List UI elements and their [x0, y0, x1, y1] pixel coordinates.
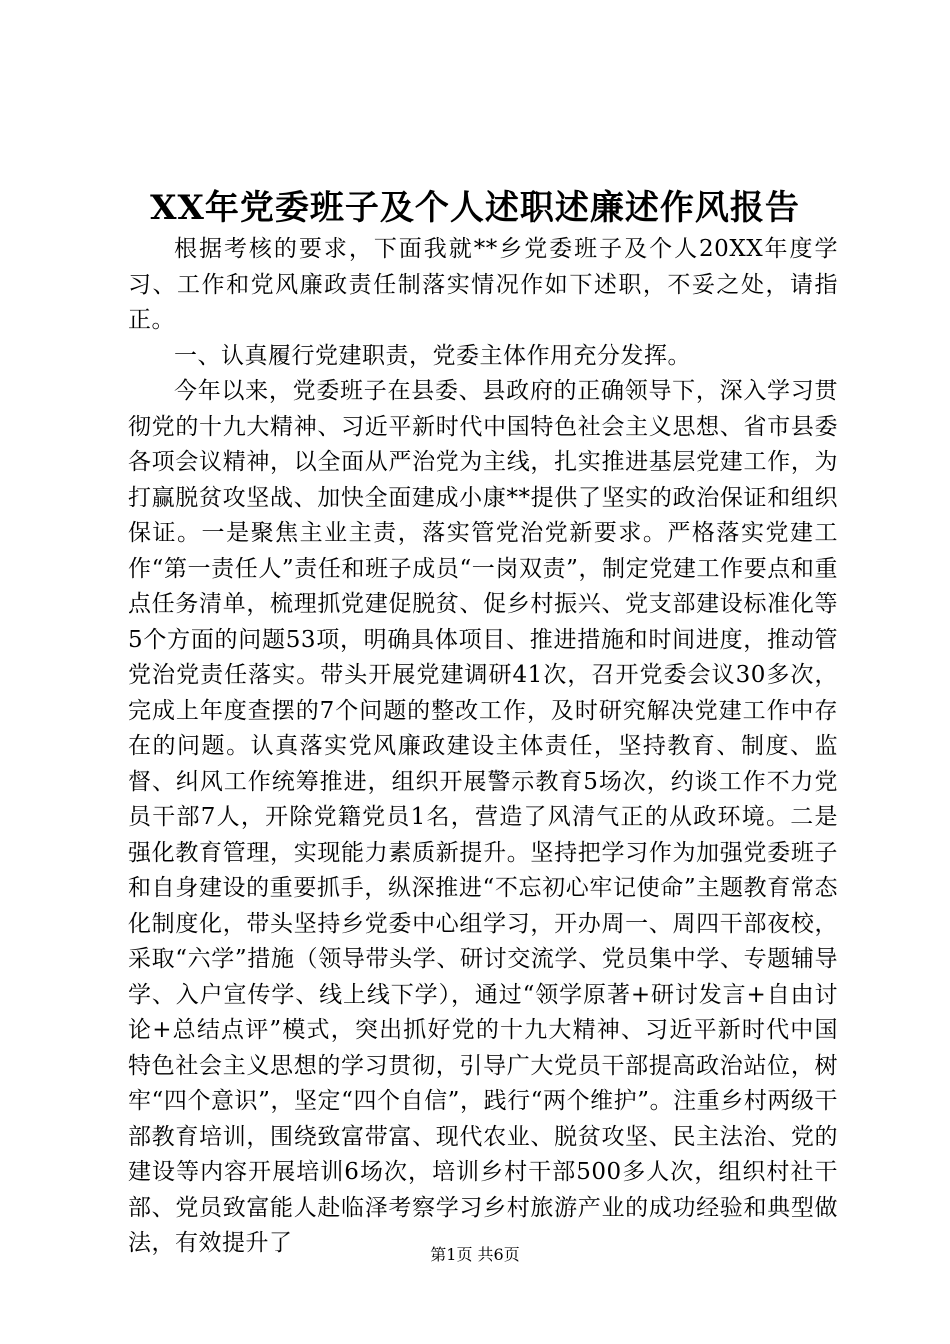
page-footer: 第1页 共6页 — [430, 1245, 520, 1264]
paragraph-intro: 根据考核的要求，下面我就**乡党委班子及个人20XX年度学习、工作和党风廉政责任制落实情况作如下述职，不妥之处，请指正。 — [128, 236, 838, 333]
paragraph-section-heading: 一、认真履行党建职责，党委主体作用充分发挥。 — [174, 342, 691, 369]
paragraph-main: 今年以来，党委班子在县委、县政府的正确领导下，深入学习贯彻党的十九大精神、习近平新时代中国特色社会主义思想、省市县委各项会议精神，以全面从严治党为主线，扎实推进基层党建工作，为打赢脱贫攻坚战、加快全面建成小康**提供了坚实的政治保证和组织保证。一是聚焦主业主责，落实管党治党新要求。严格落实党建工作“第一责任人”责任和班子成员“一岗双责”，制定党建工作要点和重点任务清单，梳理抓党建促脱贫、促乡村振兴、党支部建设标准化等5个方面的问题53项，明确具体项目、推进措施和时间进度，推动管党治党责任落实。带头开展党建调研41次，召开党委会议30多次，完成上年度查摆的7个问题的整改工作，及时研究解决党建工作中存在的问题。认真落实党风廉政建设主体责任，坚持教育、制度、监督、纠风工作统筹推进，组织开展警示教育5场次，约谈工作不力党员干部7人，开除党籍党员1名，营造了风清气正的从政环境。二是强化教育管理，实现能力素质新提升。坚持把学习作为加强党委班子和自身建设的重要抓手，纵深推进“不忘初心牢记使命”主题教育常态化制度化，带头坚持乡党委中心组学习，开办周一、周四干部夜校，采取“六学”措施（领导带头学、研讨交流学、党员集中学、专题辅导学、入户宣传学、线上线下学），通过“领学原著+研讨发言+自由讨论+总结点评”模式，突出抓好党的十九大精神、习近平新时代中国特色社会主义思想的学习贯彻，引导广大党员干部提高政治站位，树牢“四个意识”，坚定“四个自信”，践行“两个维护”。注重乡村两级干部教育培训，围绕致富带富、现代农业、脱贫攻坚、民主法治、党的建设等内容开展培训6场次，培训乡村干部500多人次，组织村社干部、党员致富能人赴临泽考察学习乡村旅游产业的成功经验和典型做法，有效提升了 — [128, 378, 838, 1256]
document-body — [128, 232, 838, 1262]
document-title: XX年党委班子及个人述职述廉述作风报告 — [150, 188, 800, 228]
